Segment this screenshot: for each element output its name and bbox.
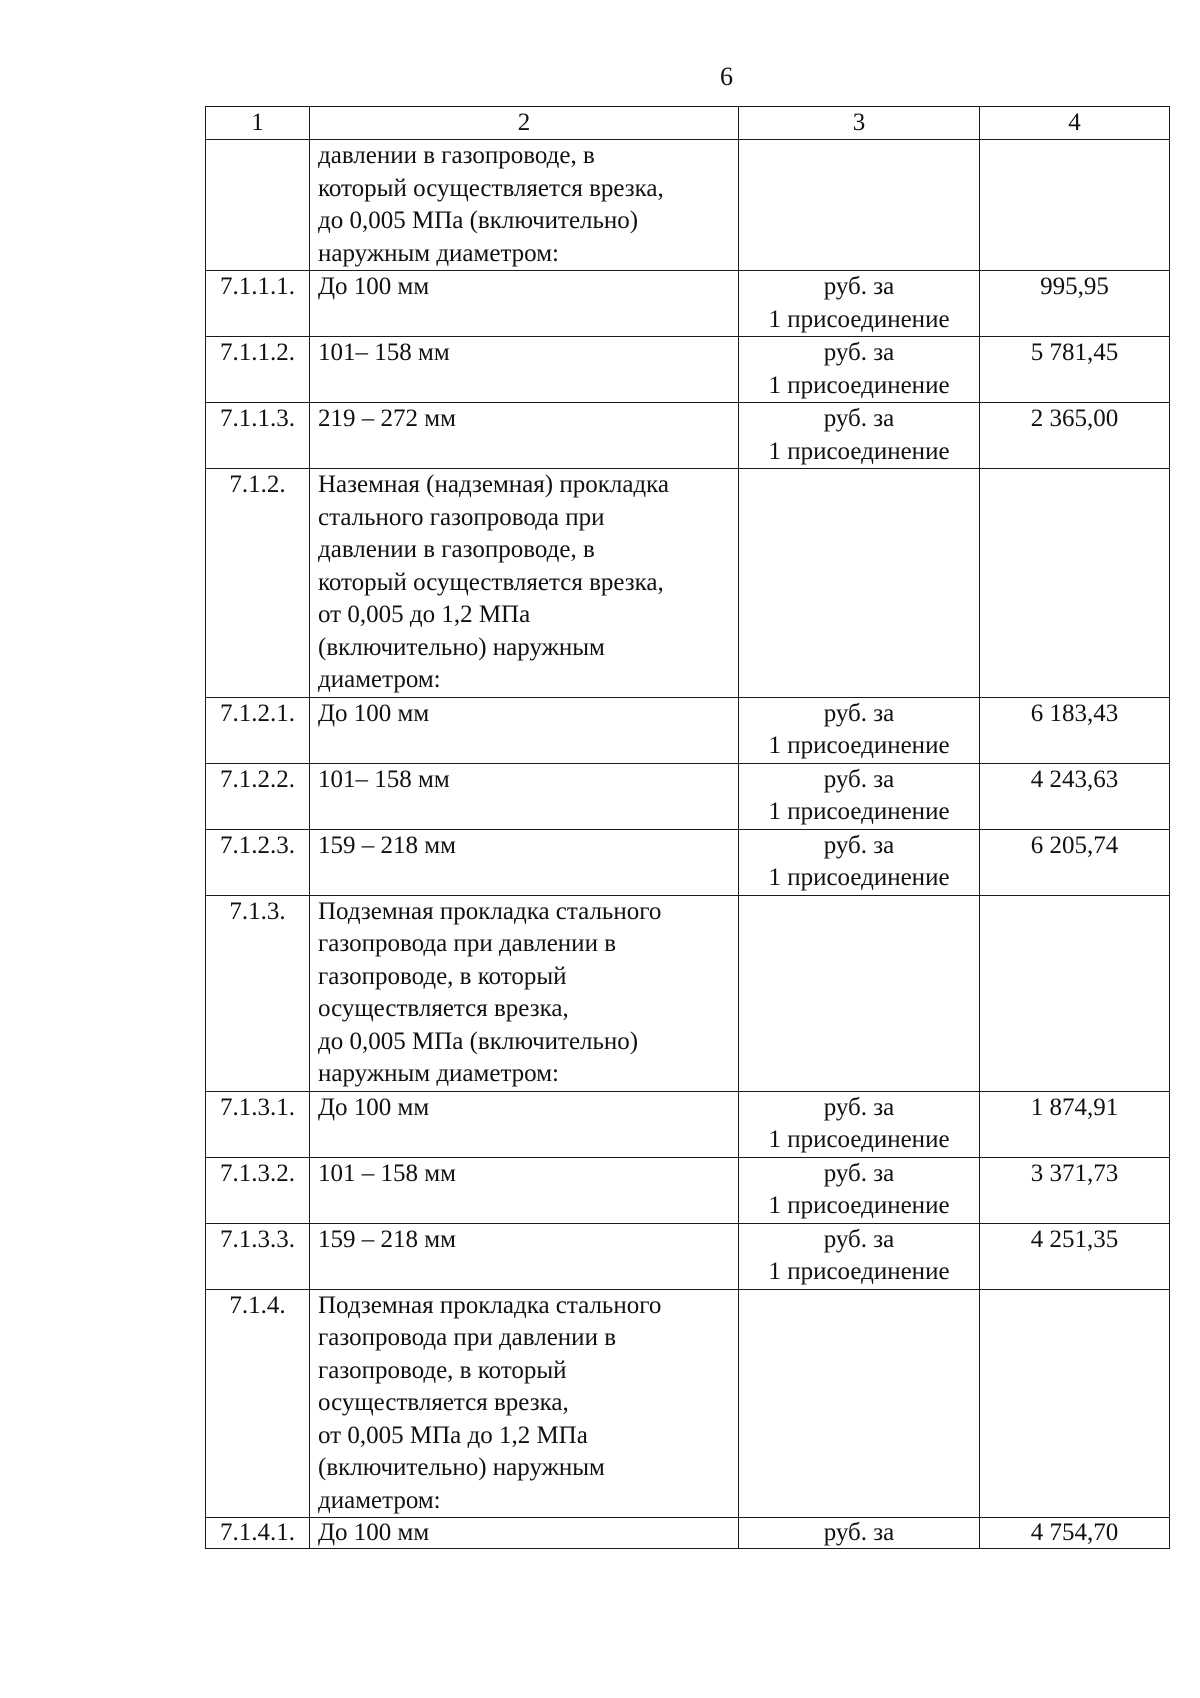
description-line: от 0,005 МПа до 1,2 МПа	[318, 1421, 588, 1449]
description-line: До 100 мм	[318, 273, 430, 300]
unit-line: 1 присоединение	[768, 1258, 950, 1285]
table-row	[206, 1289, 1170, 1518]
row-value: 4 243,63	[980, 763, 1170, 829]
row-description	[310, 829, 739, 895]
page-number: 6	[720, 62, 733, 91]
row-value: 995,95	[980, 271, 1170, 337]
description-line: 159 – 218 мм	[318, 1225, 456, 1253]
row-value: 6 183,43	[980, 697, 1170, 763]
tariff-table-container	[205, 106, 1165, 1549]
description-line: Подземная прокладка стального	[318, 897, 662, 925]
row-unit	[739, 1223, 980, 1289]
table-row	[206, 1157, 1170, 1223]
description-line: До 100 мм	[318, 1093, 430, 1121]
row-description	[310, 403, 739, 469]
row-unit	[739, 337, 980, 403]
row-unit	[739, 1091, 980, 1157]
description-line: Подземная прокладка стального	[318, 1291, 662, 1319]
row-unit	[739, 697, 980, 763]
row-unit	[739, 1518, 980, 1549]
row-description	[310, 895, 739, 1091]
row-description	[310, 1157, 739, 1223]
row-code: 7.1.1.3.	[206, 403, 310, 469]
description-line: Наземная (надземная) прокладка	[318, 471, 670, 498]
row-unit	[739, 895, 980, 1091]
row-value: 4 754,70	[980, 1518, 1170, 1549]
row-code: 7.1.2.	[206, 469, 310, 698]
description-line: газопроводе, в который	[318, 962, 567, 990]
description-line: стального газопровода при	[318, 503, 605, 531]
row-value	[980, 469, 1170, 698]
row-code: 7.1.2.1.	[206, 697, 310, 763]
unit-line: 1 присоединение	[768, 798, 950, 825]
unit-line: 1 присоединение	[768, 305, 950, 333]
description-line: газопровода при давлении в	[318, 1324, 616, 1351]
description-line: который осуществляется врезка,	[318, 174, 664, 202]
column-header-2: 2	[310, 107, 739, 140]
unit-line: руб. за	[823, 1519, 895, 1546]
description-line: 101 – 158 мм	[318, 1159, 456, 1187]
row-code: 7.1.3.3.	[206, 1223, 310, 1289]
table-row	[206, 829, 1170, 895]
row-code: 7.1.1.2.	[206, 337, 310, 403]
row-description	[310, 1518, 739, 1549]
row-unit	[739, 1157, 980, 1223]
row-description	[310, 1289, 739, 1518]
row-value: 2 365,00	[980, 403, 1170, 469]
table-row	[206, 469, 1170, 698]
table-row	[206, 1223, 1170, 1289]
column-header-1: 1	[206, 107, 310, 140]
column-header-3: 3	[739, 107, 980, 140]
unit-line: 1 присоединение	[768, 437, 950, 465]
row-unit	[739, 829, 980, 895]
row-value: 4 251,35	[980, 1223, 1170, 1289]
row-unit	[739, 1289, 980, 1518]
table-row	[206, 1091, 1170, 1157]
row-code	[206, 140, 310, 271]
unit-line: 1 присоединение	[768, 1192, 950, 1219]
description-line: давлении в газопроводе, в	[318, 142, 595, 169]
row-value	[980, 140, 1170, 271]
description-line: 219 – 272 мм	[318, 405, 456, 432]
row-value: 1 874,91	[980, 1091, 1170, 1157]
unit-line: 1 присоединение	[768, 1126, 950, 1153]
row-unit	[739, 403, 980, 469]
column-header-4: 4	[980, 107, 1170, 140]
row-description	[310, 763, 739, 829]
row-description	[310, 140, 739, 271]
description-line: До 100 мм	[318, 1519, 430, 1546]
row-description	[310, 697, 739, 763]
table-row	[206, 895, 1170, 1091]
description-line: который осуществляется врезка,	[318, 568, 664, 596]
description-line: до 0,005 МПа (включительно)	[318, 207, 639, 234]
description-line: диаметром:	[318, 1486, 441, 1514]
row-value	[980, 1289, 1170, 1518]
description-line: осуществляется врезка,	[318, 1389, 569, 1416]
unit-line: 1 присоединение	[768, 732, 950, 759]
description-line: осуществляется врезка,	[318, 995, 569, 1022]
row-code: 7.1.3.1.	[206, 1091, 310, 1157]
row-code: 7.1.2.3.	[206, 829, 310, 895]
row-unit	[739, 140, 980, 271]
row-value: 3 371,73	[980, 1157, 1170, 1223]
description-line: 101– 158 мм	[318, 339, 450, 366]
row-unit	[739, 469, 980, 698]
row-code: 7.1.3.2.	[206, 1157, 310, 1223]
description-line: 101– 158 мм	[318, 765, 450, 793]
description-line: наружным диаметром:	[318, 239, 559, 267]
unit-line: 1 присоединение	[768, 864, 950, 891]
row-value: 5 781,45	[980, 337, 1170, 403]
unit-line: руб. за	[823, 765, 895, 793]
row-code: 7.1.2.2.	[206, 763, 310, 829]
description-line: (включительно) наружным	[318, 1454, 605, 1481]
description-line: газопроводе, в который	[318, 1356, 567, 1384]
description-line: до 0,005 МПа (включительно)	[318, 1027, 639, 1055]
row-code: 7.1.4.1.	[206, 1518, 310, 1549]
unit-line: 1 присоединение	[768, 371, 950, 399]
description-line: диаметром:	[318, 666, 441, 693]
row-unit	[739, 271, 980, 337]
row-value: 6 205,74	[980, 829, 1170, 895]
table-row	[206, 140, 1170, 271]
row-code: 7.1.4.	[206, 1289, 310, 1518]
unit-line: руб. за	[823, 339, 895, 366]
table-header-row	[206, 107, 1170, 140]
description-line: давлении в газопроводе, в	[318, 536, 595, 563]
table-row	[206, 697, 1170, 763]
unit-line: руб. за	[823, 273, 895, 300]
row-description	[310, 271, 739, 337]
row-description	[310, 1091, 739, 1157]
unit-line: руб. за	[823, 831, 895, 859]
unit-line: руб. за	[823, 1093, 895, 1121]
row-value	[980, 895, 1170, 1091]
tariff-table	[205, 106, 1170, 1549]
unit-line: руб. за	[823, 405, 895, 432]
description-line: 159 – 218 мм	[318, 831, 456, 859]
unit-line: руб. за	[823, 1225, 895, 1253]
row-code: 7.1.3.	[206, 895, 310, 1091]
row-code: 7.1.1.1.	[206, 271, 310, 337]
description-line: газопровода при давлении в	[318, 930, 616, 957]
description-line: от 0,005 до 1,2 МПа	[318, 601, 531, 628]
table-row	[206, 763, 1170, 829]
unit-line: руб. за	[823, 699, 895, 727]
table-row	[206, 403, 1170, 469]
table-row	[206, 1518, 1170, 1549]
row-description	[310, 1223, 739, 1289]
description-line: наружным диаметром:	[318, 1060, 559, 1087]
description-line: (включительно) наружным	[318, 633, 605, 661]
description-line: До 100 мм	[318, 699, 430, 727]
unit-line: руб. за	[823, 1159, 895, 1187]
table-row	[206, 337, 1170, 403]
row-unit	[739, 763, 980, 829]
table-row	[206, 271, 1170, 337]
row-description	[310, 337, 739, 403]
row-description	[310, 469, 739, 698]
